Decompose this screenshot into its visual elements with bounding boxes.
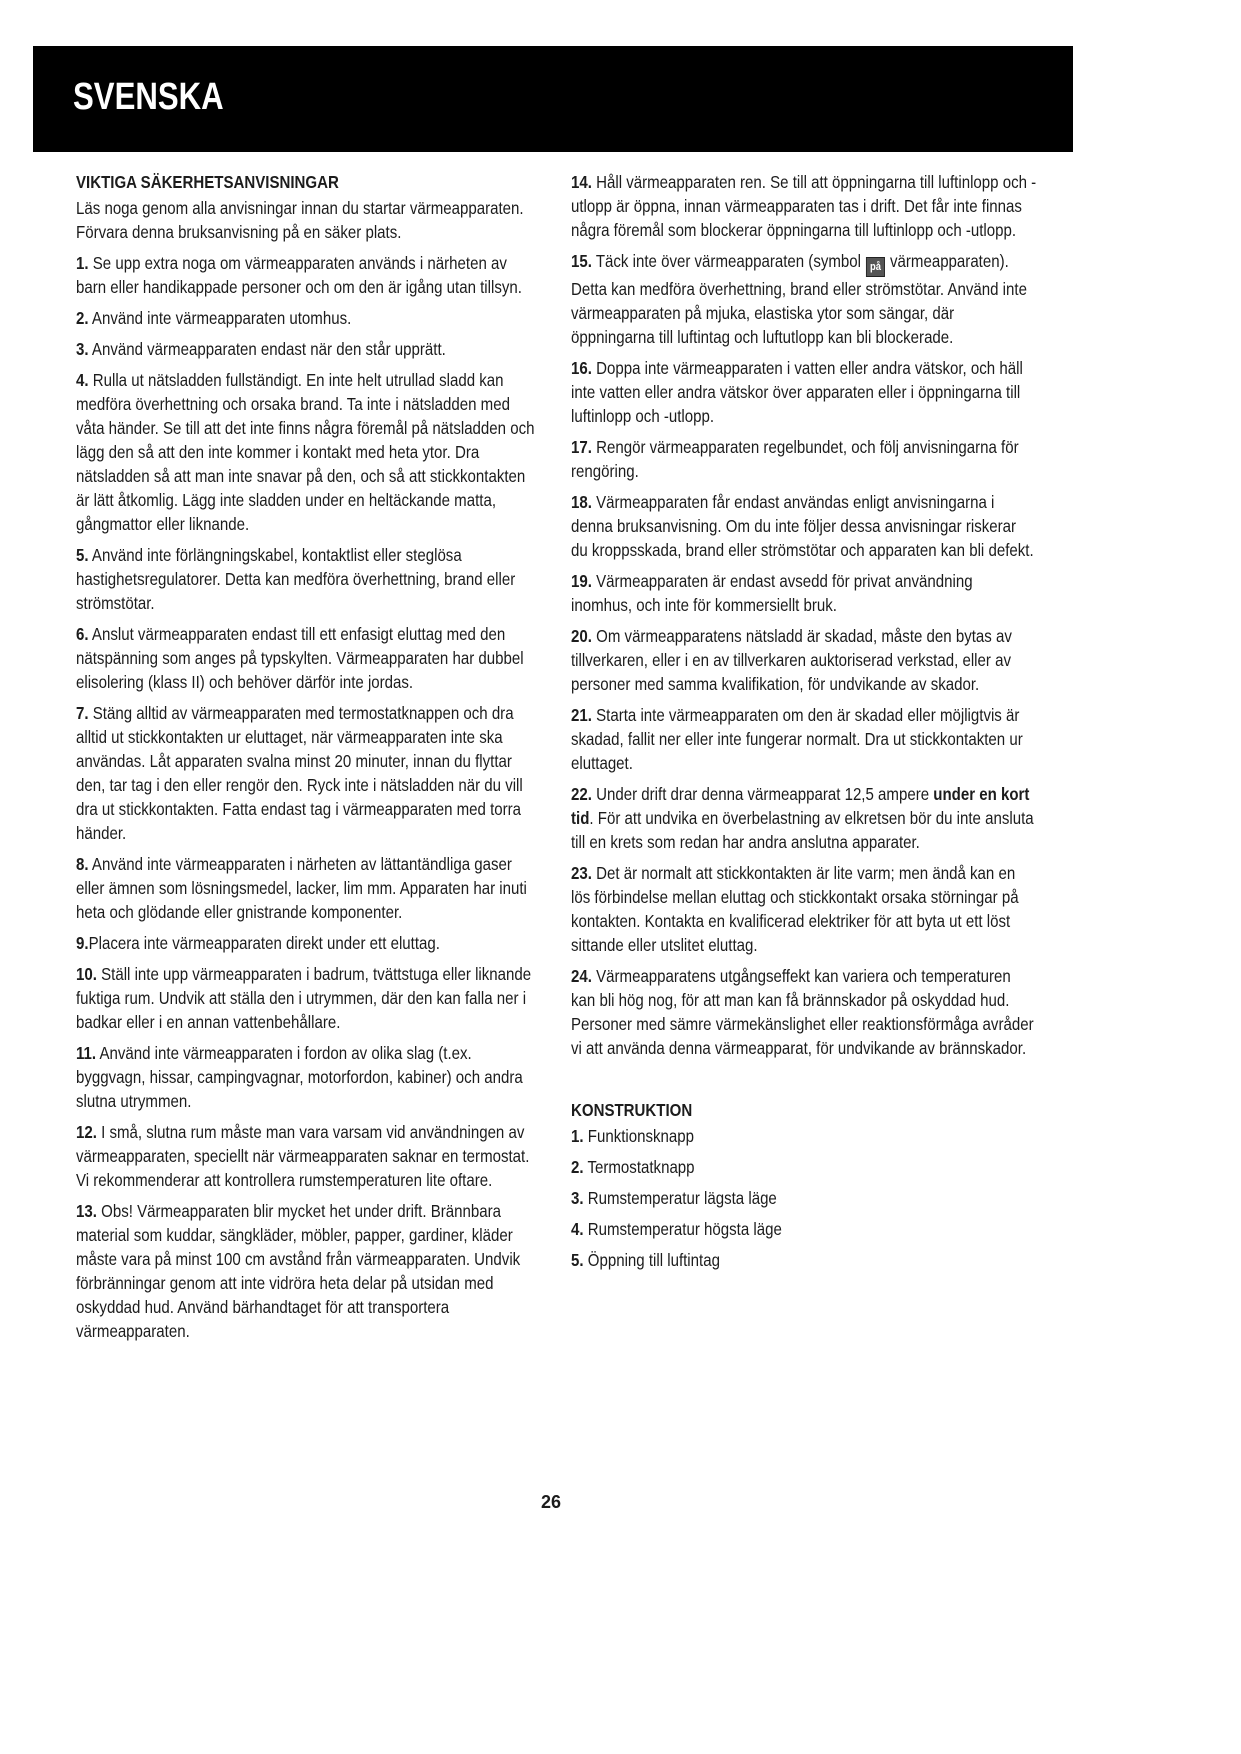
warning-symbol-icon: på [866,257,885,277]
item-number: 2. [571,1157,584,1177]
item-text: Öppning till luftintag [587,1250,720,1270]
item-text: I små, slutna rum måste man vara varsam vid användningen av värmeapparaten, speciellt när värmeapparaten saknar en termostat. Vi rekommenderar att kontrollera rumstemperaturen lite oftare. [76,1122,530,1190]
item-number: 5. [76,545,89,565]
construction-item-2 [571,1155,971,1179]
item-number: 13. [76,1201,97,1221]
safety-item-5 [76,543,536,615]
item-number: 8. [76,854,89,874]
item-number: 4. [76,370,89,390]
safety-item-2 [76,306,536,330]
safety-item-11 [76,1041,536,1113]
item-number: 19. [571,571,592,591]
safety-item-14 [571,170,1036,242]
item-number: 9. [76,933,89,953]
item-text: Använd inte värmeapparaten i närheten av lättantändliga gaser eller ämnen som lösningsmedel, lacker, lim mm. Apparaten har inuti heta och glödande eller gnistrande komponenter. [76,854,527,922]
item-number: 14. [571,172,592,192]
item-text: Termostatknapp [587,1157,695,1177]
item-number: 15. [571,251,592,271]
item-number: 18. [571,492,592,512]
item-text: Anslut värmeapparaten endast till ett enfasigt eluttag med den nätspänning som anges på typskylten. Värmeapparaten har dubbel elisolering (klass II) och behöver därför inte jordas. [76,624,524,692]
item-text: Se upp extra noga om värmeapparaten används i närheten av barn eller handikappade personer och om den är igång utan tillsyn. [76,253,522,297]
item-text: Stäng alltid av värmeapparaten med termostatknappen och dra alltid ut stickkontakten ur eluttaget, när värmeapparaten inte ska användas. Låt apparaten svalna minst 20 minuter, innan du flyttar den, tar tag i den eller rengör den. Ryck inte i nätsladden när du vill dra ut stickkontakten. Fatta endast tag i värmeapparaten med torra händer. [76,703,523,843]
item-text: Rumstemperatur lägsta läge [587,1188,777,1208]
page-number: 26 [540,1492,562,1512]
safety-item-22 [571,782,1036,854]
item-number: 20. [571,626,592,646]
item-text: Rulla ut nätsladden fullständigt. En inte helt utrullad sladd kan medföra överhettning och orsaka brand. Ta inte i nätsladden med våta händer. Se till att det inte finns några föremål på nätsladden och lägg den så att den inte kommer i kontakt med heta ytor. Dra nätsladden så att man inte snavar på den, och så att stickkontakten är lätt åtkomlig. Lägg inte sladden under en heltäckande matta, gångmattor eller liknande. [76,370,535,534]
item-text: Värmeapparatens utgångseffekt kan variera och temperaturen kan bli hög nog, för att man kan få brännskador på oskyddad hud. Personer med sämre värmekänslighet eller reaktionsförmåga avråder vi att använda denna värmeapparat, för undvikande av brännskador. [571,966,1034,1058]
item-text-after: . För att undvika en överbelastning av elkretsen bör du inte ansluta till en krets som redan har andra anslutna apparater. [571,808,1034,852]
item-number: 5. [571,1250,584,1270]
safety-intro: Läs noga genom alla anvisningar innan du startar värmeapparaten. Förvara denna bruksanvisning på en säker plats. [76,198,524,242]
safety-item-24 [571,964,1036,1060]
item-number: 6. [76,624,89,644]
item-number: 24. [571,966,592,986]
safety-item-6 [76,622,536,694]
item-text-before: Under drift drar denna värmeapparat 12,5 ampere [596,784,934,804]
construction-item-4 [571,1217,971,1241]
safety-item-19 [571,569,1036,617]
safety-item-10 [76,962,536,1034]
item-number: 1. [76,253,89,273]
item-text: Rengör värmeapparaten regelbundet, och följ anvisningarna för rengöring. [571,437,1019,481]
safety-item-4 [76,368,536,536]
item-number: 3. [571,1188,584,1208]
safety-item-9 [76,931,536,955]
safety-item-20 [571,624,1036,696]
safety-item-12 [76,1120,536,1192]
safety-item-1 [76,251,536,299]
safety-item-3 [76,337,536,361]
item-text: Placera inte värmeapparaten direkt under ett eluttag. [88,933,440,953]
item-number: 23. [571,863,592,883]
item-text: Ställ inte upp värmeapparaten i badrum, tvättstuga eller liknande fuktiga rum. Undvik att ställa den i utrymmen, där den kan falla ner i badkar eller i en annan vattenbehållare. [76,964,532,1032]
item-number: 7. [76,703,89,723]
item-text: Obs! Värmeapparaten blir mycket het under drift. Brännbara material som kuddar, sängkläder, möbler, papper, gardiner, kläder måste vara på minst 100 cm avstånd från värmeapparaten. Undvik förbränningar genom att inte vidröra heta delar på utsidan med oskyddad hud. Använd bärhandtaget för att transportera värmeapparaten. [76,1201,521,1341]
item-text: Om värmeapparatens nätsladd är skadad, måste den bytas av tillverkaren, eller i en av tillverkaren auktoriserad verkstad, eller av personer med samma kvalifikation, för undvikande av skador. [571,626,1012,694]
safety-item-13 [76,1199,536,1343]
item-text: Det är normalt att stickkontakten är lite varm; men ändå kan en lös förbindelse mellan eluttag och stickkontakt orsaka störningar på kontakten. Kontakta en kvalificerad elektriker för att byta ut ett löst sittande eller utslitet eluttag. [571,863,1019,955]
construction-item-1 [571,1124,971,1148]
item-number: 10. [76,964,97,984]
safety-item-23 [571,861,1036,957]
item-number: 21. [571,705,592,725]
left-column [76,170,536,1350]
item-text: Använd inte värmeapparaten utomhus. [91,308,352,328]
item-text: Värmeapparaten får endast användas enligt anvisningarna i denna bruksanvisning. Om du inte följer dessa anvisningar riskerar du kroppsskada, brand eller strömstötar och apparaten kan bli defekt. [571,492,1034,560]
item-number: 12. [76,1122,97,1142]
item-text: Starta inte värmeapparaten om den är skadad eller möjligtvis är skadad, fallit ner eller inte fungerar normalt. Dra ut stickkontakten ur eluttaget. [571,705,1023,773]
item-text: Värmeapparaten är endast avsedd för privat användning inomhus, och inte för kommersiellt bruk. [571,571,973,615]
construction-heading: KONSTRUKTION [571,1100,693,1120]
item-number: 11. [76,1043,97,1063]
safety-item-21 [571,703,1036,775]
safety-heading: VIKTIGA SÄKERHETSANVISNINGAR [76,172,339,192]
item-text: Använd inte förlängningskabel, kontaktlist eller steglösa hastighetsregulatorer. Detta kan medföra överhettning, brand eller strömstötar. [76,545,516,613]
item-text: Rumstemperatur högsta läge [587,1219,782,1239]
safety-item-15 [571,249,1036,349]
item-number: 16. [571,358,592,378]
language-title: SVENSKA [73,76,224,118]
safety-item-18 [571,490,1036,562]
item-text-bold: under en kort tid [571,784,1030,828]
item-text: Använd värmeapparaten endast när den står upprätt. [91,339,446,359]
item-number: 2. [76,308,89,328]
item-number: 1. [571,1126,584,1146]
item-text-after: värmeapparaten). Detta kan medföra överhettning, brand eller strömstötar. Använd inte värmeapparaten på mjuka, elastiska ytor som sängar, där öppningarna till luftintag och luftutlopp kan bli blockerade. [571,251,1027,347]
construction-item-3 [571,1186,971,1210]
safety-item-16 [571,356,1036,428]
right-column [571,123,1036,1279]
safety-item-7 [76,701,536,845]
safety-item-17 [571,435,1036,483]
item-number: 4. [571,1219,584,1239]
item-text: Funktionsknapp [587,1126,695,1146]
item-text: Doppa inte värmeapparaten i vatten eller andra vätskor, och häll inte vatten eller andra vätskor över apparaten eller i öppningarna till luftinlopp och -utlopp. [571,358,1023,426]
item-text: Använd inte värmeapparaten i fordon av olika slag (t.ex. byggvagn, hissar, campingvagnar, motorfordon, kabiner) och andra slutna utrymmen. [76,1043,523,1111]
item-number: 3. [76,339,89,359]
item-text: Håll värmeapparaten ren. Se till att öppningarna till luftinlopp och -utlopp är öppna, innan värmeapparaten tas i drift. Det får inte finnas några föremål som blockerar öppningarna till luftinlopp och -utlopp. [571,172,1037,240]
construction-item-5 [571,1248,971,1272]
spacer [571,123,1036,170]
safety-item-8 [76,852,536,924]
item-number: 22. [571,784,592,804]
item-number: 17. [571,437,592,457]
item-text-before: Täck inte över värmeapparaten (symbol [595,251,866,271]
